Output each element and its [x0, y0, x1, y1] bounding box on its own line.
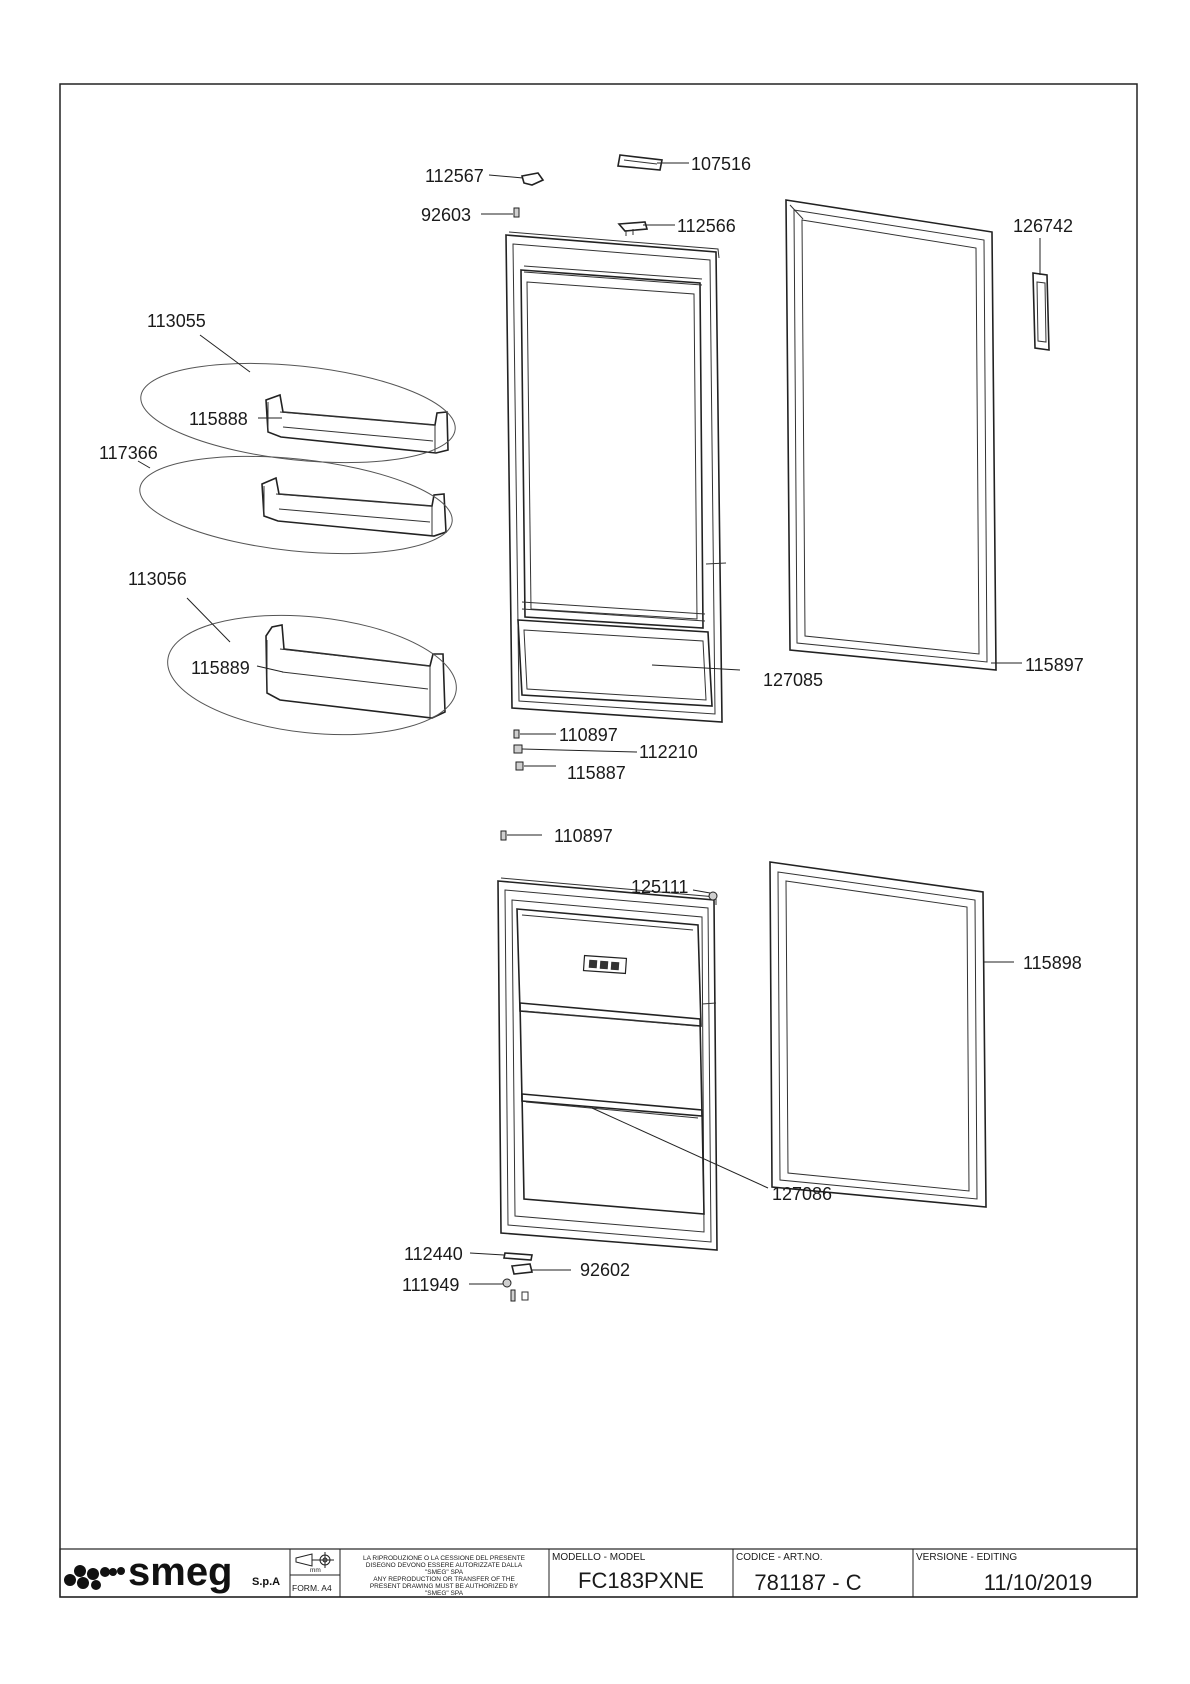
callout-92602: 92602 [580, 1260, 631, 1280]
callout-115887: 115887 [567, 763, 626, 783]
display-panel [583, 956, 626, 974]
hinge-pin-92602 [512, 1264, 532, 1274]
callout-115888: 115888 [189, 409, 248, 429]
callout-92603: 92603 [421, 205, 472, 225]
hinge-112567 [522, 173, 543, 185]
model-value: FC183PXNE [578, 1568, 704, 1593]
cap-115887 [516, 762, 523, 770]
form-format: FORM. A4 [292, 1583, 332, 1593]
callout-labels [99, 154, 1084, 1295]
notice-line-4: ANY REPRODUCTION OR TRANSFER OF THE [373, 1576, 515, 1583]
callout-107516: 107516 [691, 154, 752, 174]
callout-126742: 126742 [1013, 216, 1074, 236]
door-shelf-117366 [262, 478, 446, 536]
pin-111949 [503, 1279, 528, 1301]
notice-line-3: "SMEG" SPA [424, 1569, 464, 1576]
notice-line-6: "SMEG" SPA [424, 1590, 464, 1597]
upper-door-gasket [786, 200, 996, 670]
callout-127086: 127086 [772, 1184, 833, 1204]
upper-door [506, 232, 726, 722]
callout-112567: 112567 [425, 166, 484, 186]
model-label: MODELLO - MODEL [552, 1552, 646, 1563]
hinge-cover-126742 [1033, 273, 1049, 350]
notice-line-1: LA RIPRODUZIONE O LA CESSIONE DEL PRESENTE [363, 1555, 525, 1562]
callout-115897: 115897 [1025, 655, 1084, 675]
callout-115889: 115889 [191, 658, 250, 678]
brand-suffix: S.p.A [252, 1576, 281, 1588]
callout-127085: 127085 [763, 670, 824, 690]
pin-110897-a [514, 730, 519, 738]
callout-125111: 125111 [631, 877, 689, 897]
notice-line-5: PRESENT DRAWING MUST BE AUTHORIZED BY [369, 1583, 519, 1590]
unit-label: mm [310, 1567, 321, 1574]
projection-symbol-icon [296, 1552, 334, 1568]
lower-door [498, 878, 717, 1250]
notice-line-2: DISEGNO DEVONO ESSERE AUTORIZZATE DALLA [365, 1562, 523, 1569]
bush-112210 [514, 745, 522, 753]
version-label: VERSIONE - EDITING [916, 1552, 1018, 1563]
brand-wordmark: smeg [128, 1550, 233, 1594]
top-cover-107516 [618, 155, 662, 170]
code-value: 781187 - C [754, 1570, 862, 1595]
lower-door-gasket [770, 862, 986, 1207]
hinge-112566 [619, 222, 647, 236]
callout-111949: 111949 [402, 1275, 460, 1295]
callout-115898: 115898 [1023, 953, 1082, 973]
hinge-112440 [504, 1253, 532, 1260]
pin-110897-b [501, 831, 506, 840]
screw-125111 [709, 892, 717, 900]
title-block [60, 1549, 1137, 1597]
door-shelf-115888 [266, 395, 448, 453]
callout-112210: 112210 [639, 742, 698, 762]
smeg-logo [64, 1550, 280, 1594]
callout-113056: 113056 [128, 569, 187, 589]
callout-112440: 112440 [404, 1244, 463, 1264]
pin-92603 [514, 208, 519, 217]
code-label: CODICE - ART.NO. [736, 1552, 823, 1563]
callout-113055: 113055 [147, 311, 206, 331]
callout-110897-lower: 110897 [554, 826, 613, 846]
shelf-group-outline-117366 [135, 443, 457, 567]
door-shelf-115889 [266, 625, 445, 718]
version-value: 11/10/2019 [983, 1570, 1093, 1595]
callout-117366: 117366 [99, 443, 158, 463]
leader-lines [138, 163, 1040, 1284]
callout-110897-upper: 110897 [559, 725, 618, 745]
callout-112566: 112566 [677, 216, 736, 236]
